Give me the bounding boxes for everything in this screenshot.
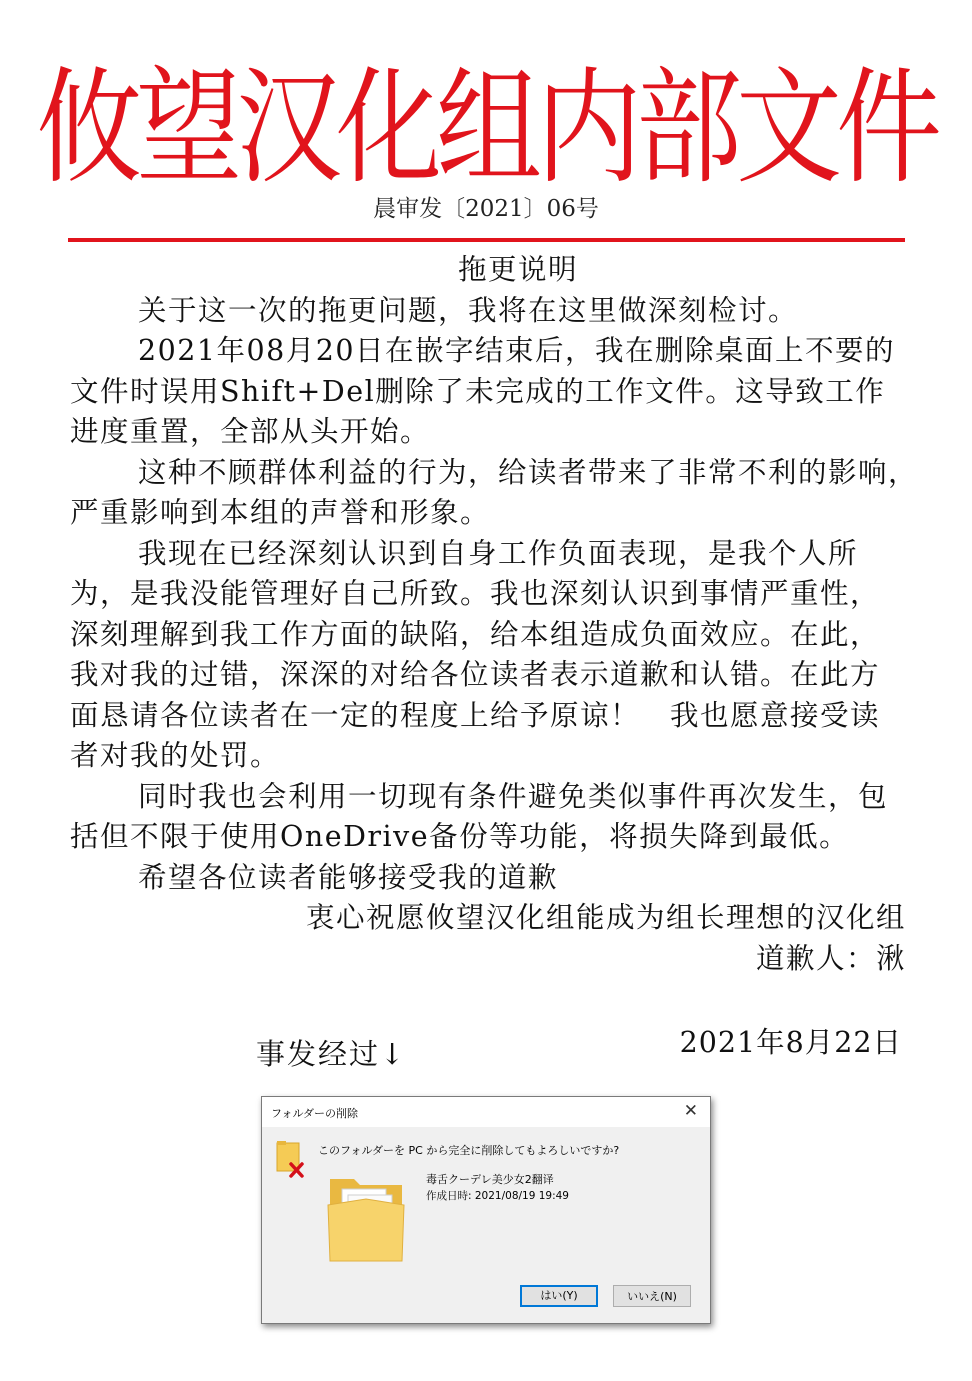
paragraph-3: 这种不顾群体利益的行为，给读者带来了非常不利的影响， 严重影响到本组的声誉和形象。 bbox=[70, 455, 934, 529]
masthead-title: 攸望汉化组内部文件 bbox=[36, 55, 936, 201]
signature: 道歉人：湫 bbox=[755, 941, 906, 975]
delete-folder-dialog bbox=[261, 1096, 711, 1324]
paragraph-2: 2021年08月20日在嵌字结束后，我在删除桌面上不要的文件时误用Shift+Del删除了未完成的工作文件。这导致工作进度重置，全部从头开始。 bbox=[70, 334, 896, 448]
red-divider bbox=[68, 238, 905, 242]
dialog-question: このフォルダーを PC から完全に削除してもよろしいですか? bbox=[318, 1144, 620, 1157]
paragraph-6: 希望各位读者能够接受我的道歉 bbox=[138, 860, 559, 894]
paragraph-5: 同时我也会利用一切现有条件避免类似事件再次发生，包括但不限于使用OneDrive备份等功能，将损失降到最低。 bbox=[70, 779, 889, 853]
paragraph-4: 我现在已经深刻认识到自身工作负面表现，是我个人所为，是我没能管理好自己所致。我也深刻认识到事情严重性，深刻理解到我工作方面的缺陷，给本组造成负面效应。在此，我对我的过错，深深的对给各位读者表示道歉和认错。在此方面恳请各位读者在一定的程度上给予原谅！ 我也愿意接受读者对我的处罚。 bbox=[70, 536, 881, 772]
folder-created-date: 作成日時: 2021/08/19 19:49 bbox=[426, 1190, 569, 1202]
closing-wish: 衷心祝愿攸望汉化组能成为组长理想的汉化组 bbox=[305, 901, 906, 934]
folder-name: 毒舌クーデレ美少女2翻译 bbox=[426, 1173, 554, 1186]
no-button[interactable]: いいえ(N) bbox=[613, 1285, 691, 1307]
event-label: 事发经过↓ bbox=[256, 1037, 407, 1071]
close-icon[interactable]: ✕ bbox=[683, 1101, 698, 1121]
letter-date: 2021年8月22日 bbox=[679, 1026, 902, 1059]
folder-delete-icon bbox=[276, 1139, 304, 1179]
folder-icon bbox=[326, 1169, 406, 1267]
letter-title: 拖更说明 bbox=[457, 253, 578, 286]
letter-body bbox=[70, 250, 934, 979]
dialog-title: フォルダーの削除 bbox=[271, 1107, 359, 1120]
yes-button[interactable]: はい(Y) bbox=[520, 1285, 598, 1307]
dialog-titlebar[interactable] bbox=[262, 1097, 710, 1127]
paragraph-1: 关于这一次的拖更问题，我将在这里做深刻检讨。 bbox=[138, 293, 799, 327]
document-number: 晨审发〔2021〕06号 bbox=[373, 196, 599, 222]
